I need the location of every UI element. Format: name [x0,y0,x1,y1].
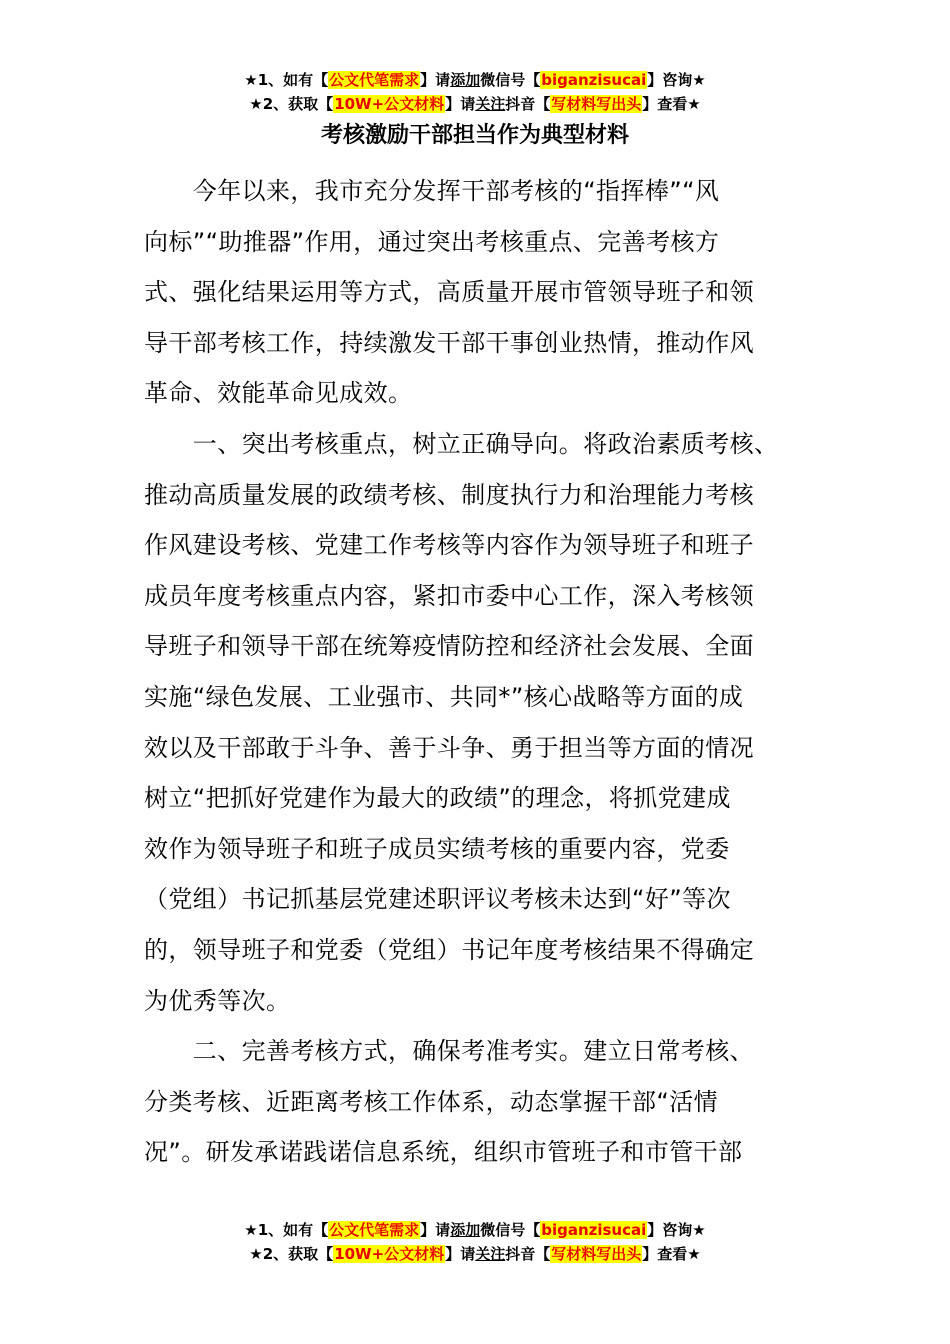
banner-text-underlined: 添加 [450,71,481,89]
banner-text: 】咨询★ [647,1221,706,1239]
highlight-materials: 10W+公文材料 [334,95,445,113]
banner-line-1 [0,68,950,92]
banner-text: 】查看★ [642,95,701,113]
body-line: 式、强化结果运用等方式，高质量开展市管领导班子和领 [144,278,754,307]
body-line: 二、完善考核方式，确保考准考实。建立日常考核、 [144,1037,754,1066]
body-line: 的，领导班子和党委（党组）书记年度考核结果不得确定 [144,935,754,964]
body-line: （党组）书记抓基层党建述职评议考核未达到“好”等次 [144,885,731,914]
body-line: 实施“绿色发展、工业强市、共同*”核心战略等方面的成 [144,682,744,711]
body-line: 一、突出考核重点，树立正确导向。将政治素质考核、 [144,429,779,458]
body-line: 成员年度考核重点内容，紧扣市委中心工作，深入考核领 [144,581,754,610]
body-line: 导干部考核工作，持续激发干部干事创业热情，推动作风 [144,328,754,357]
body-line: 今年以来，我市充分发挥干部考核的“指挥棒”“风 [144,177,720,205]
highlight-ghostwriting: 公文代笔需求 [329,71,420,89]
banner-text: 】请 [420,71,451,89]
body-line: 树立“把抓好党建作为最大的政绩”的理念，将抓党建成 [144,784,731,813]
banner-line-1 [0,1218,950,1242]
footer-banner [0,1218,950,1266]
body-line: 推动高质量发展的政绩考核、制度执行力和治理能力考核 [144,480,754,509]
highlight-ghostwriting: 公文代笔需求 [329,1221,420,1239]
body-line: 向标”“助推器”作用，通过突出考核重点、完善考核方 [144,227,720,256]
highlight-wechat-id: biganzisucai [541,71,647,89]
banner-text: ★2、获取【 [249,95,334,113]
highlight-materials: 10W+公文材料 [334,1245,445,1263]
banner-text: 微信号【 [480,1221,541,1239]
document-body [144,166,824,1178]
banner-text-underlined: 关注 [475,95,506,113]
body-line: 作风建设考核、党建工作考核等内容作为领导班子和班子 [144,531,754,560]
banner-text: 抖音【 [505,95,551,113]
banner-text: 】请 [420,1221,451,1239]
banner-text: 】咨询★ [647,71,706,89]
banner-line-2 [0,1242,950,1266]
highlight-douyin: 写材料写出头 [551,95,642,113]
banner-text: 抖音【 [505,1245,551,1263]
banner-text: ★1、如有【 [244,1221,329,1239]
banner-text: 微信号【 [480,71,541,89]
banner-text-underlined: 关注 [475,1245,506,1263]
body-line: 为优秀等次。 [144,986,291,1015]
banner-text: ★2、获取【 [249,1245,334,1263]
banner-text: 】请 [445,1245,476,1263]
highlight-douyin: 写材料写出头 [551,1245,642,1263]
banner-text: 】查看★ [642,1245,701,1263]
body-line: 效以及干部敢于斗争、善于斗争、勇于担当等方面的情况 [144,733,754,762]
body-line: 况”。研发承诺践诺信息系统，组织市管班子和市管干部 [144,1138,743,1167]
header-banner [0,68,950,116]
banner-line-2 [0,92,950,116]
document-title: 考核激励干部担当作为典型材料 [320,123,629,148]
body-line: 导班子和领导干部在统筹疫情防控和经济社会发展、全面 [144,632,754,661]
banner-text-underlined: 添加 [450,1221,481,1239]
banner-text: 】请 [445,95,476,113]
banner-text: ★1、如有【 [244,71,329,89]
body-line: 效作为领导班子和班子成员实绩考核的重要内容，党委 [144,834,730,863]
highlight-wechat-id: biganzisucai [541,1221,647,1239]
body-line: 革命、效能革命见成效。 [144,379,413,408]
body-line: 分类考核、近距离考核工作体系，动态掌握干部“活情 [144,1087,719,1116]
